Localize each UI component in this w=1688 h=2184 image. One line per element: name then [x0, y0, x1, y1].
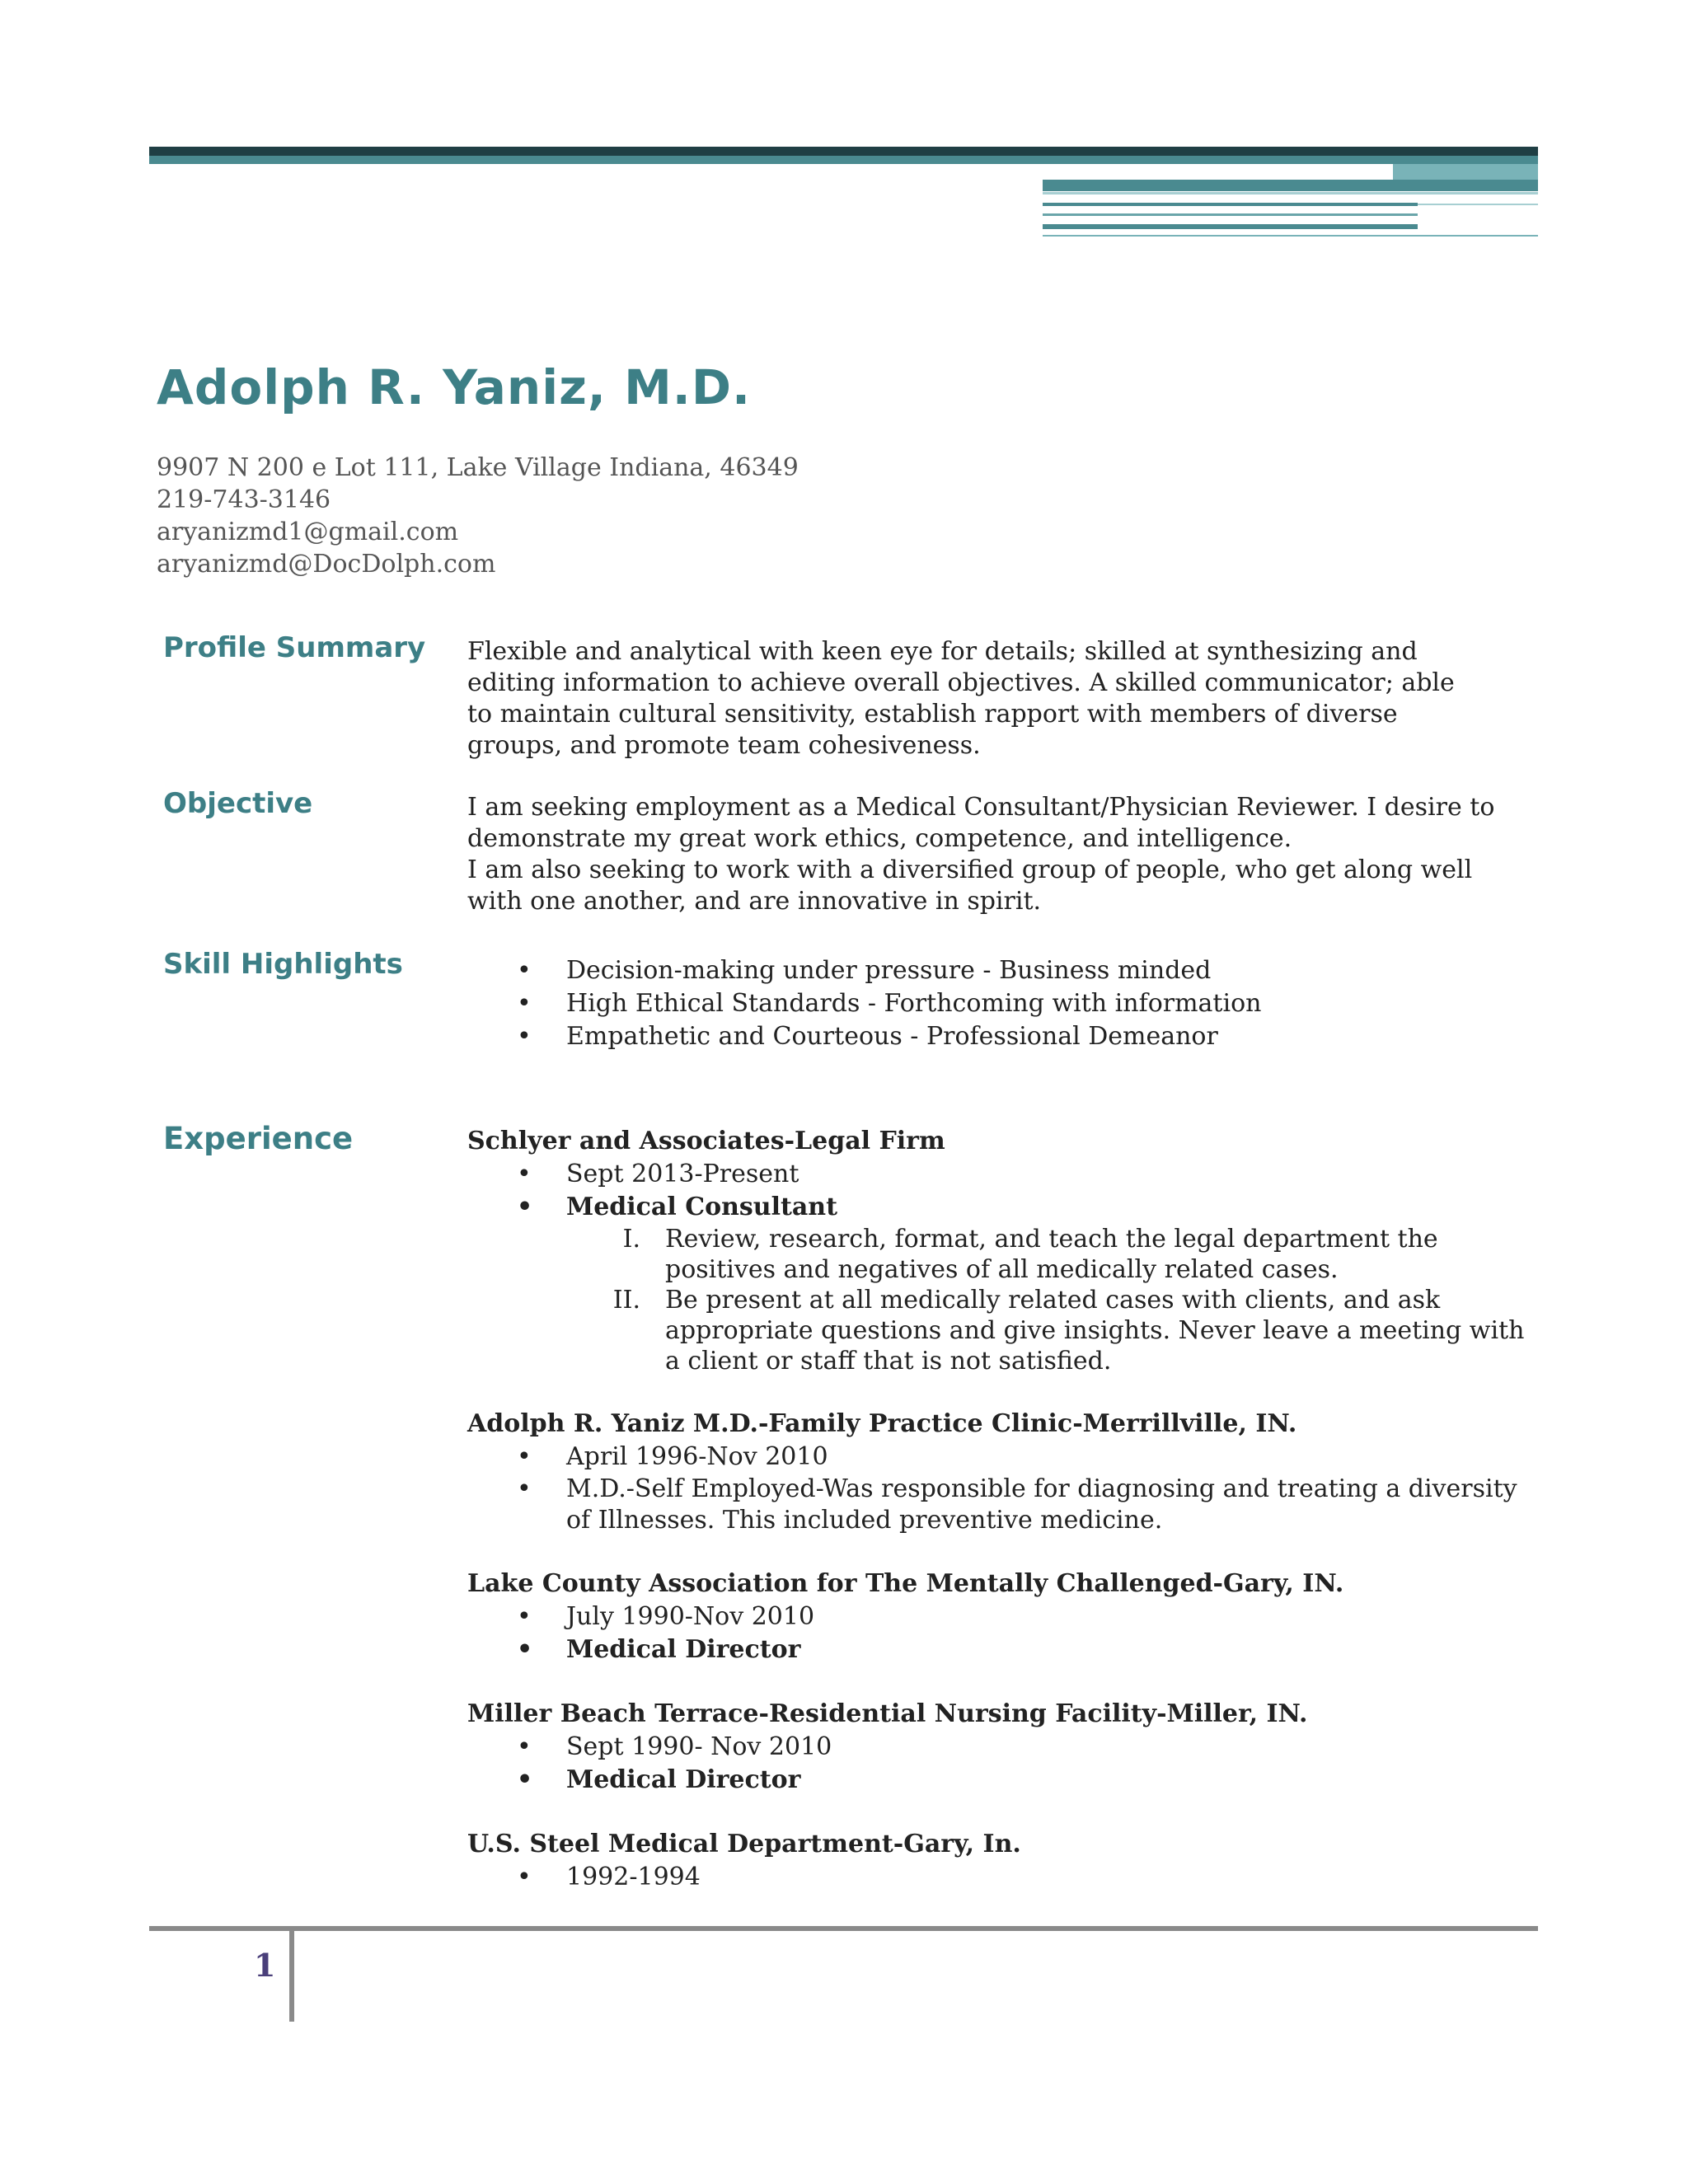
experience-job [467, 1408, 1539, 1536]
experience-job [467, 1828, 1539, 1894]
job-dates: • July 1990-Nov 2010 [467, 1601, 1539, 1633]
section-label-profile: Profile Summary [163, 631, 426, 664]
page-number: 1 [254, 1947, 276, 1984]
experience-job [467, 1698, 1539, 1797]
job-dates: • Sept 2013-Present [467, 1158, 1539, 1191]
skills-list [467, 954, 1539, 1053]
job-role: • Medical Director [467, 1764, 1539, 1797]
job-dates: • April 1996-Nov 2010 [467, 1441, 1539, 1474]
job-employer: U.S. Steel Medical Department-Gary, In. [467, 1830, 1021, 1858]
contact-address: 9907 N 200 e Lot 111, Lake Village Indiana, 46349 [157, 453, 799, 482]
contact-block [157, 452, 799, 580]
header-bar-accent [1393, 164, 1538, 180]
experience-job [467, 1568, 1539, 1666]
header-line-3 [1043, 224, 1418, 229]
header-line-1 [1043, 203, 1418, 206]
objective-paragraph-2: I am also seeking to work with a diversified group of people, who get along well with one another, and are innovative in spirit. [467, 855, 1473, 916]
contact-phone: 219-743-3146 [157, 485, 331, 514]
skills-list-container [467, 954, 1539, 1053]
section-label-objective: Objective [163, 787, 313, 820]
job-employer: Adolph R. Yaniz M.D.-Family Practice Clinic-Merrillville, IN. [467, 1409, 1297, 1438]
footer-divider [289, 1931, 294, 2022]
duty-number: I. [622, 1225, 640, 1254]
header-line-4 [1043, 235, 1538, 237]
header-line-right [1043, 192, 1538, 194]
duty-text: Review, research, format, and teach the legal department the positives and negatives of all medically related cases. [665, 1225, 1438, 1284]
job-employer: Lake County Association for The Mentally Challenged-Gary, IN. [467, 1569, 1344, 1598]
job-duty [467, 1285, 1539, 1376]
job-dates: • Sept 1990- Nov 2010 [467, 1731, 1539, 1764]
job-dates: • 1992-1994 [467, 1861, 1539, 1894]
job-duties [467, 1224, 1539, 1376]
objective-text [467, 792, 1498, 917]
skill-item: • Decision-making under pressure - Business minded [467, 954, 1539, 987]
experience-job [467, 1125, 1539, 1376]
objective-paragraph-1: I am seeking employment as a Medical Consultant/Physician Reviewer. I desire to demonstrate my great work ethics, competence, and intelligence. [467, 793, 1495, 853]
profile-summary-text [467, 636, 1481, 762]
header-bar-dark [149, 147, 1538, 156]
resume-name: Adolph R. Yaniz, M.D. [157, 359, 751, 415]
header-bar-right [1043, 180, 1538, 191]
skill-item: • High Ethical Standards - Forthcoming with information [467, 987, 1539, 1020]
contact-email-1: aryanizmd1@gmail.com [157, 518, 459, 546]
job-role: • Medical Consultant [467, 1191, 1539, 1224]
section-label-skills: Skill Highlights [163, 948, 403, 981]
header-bar-teal [149, 156, 1538, 164]
contact-email-2: aryanizmd@DocDolph.com [157, 550, 496, 579]
footer-rule [149, 1926, 1538, 1931]
header-line-1-ext [1418, 204, 1538, 205]
job-role: • M.D.-Self Employed-Was responsible for diagnosing and treating a diversity of Illnesses. This included preventive medicine. [467, 1474, 1539, 1536]
duty-text: Be present at all medically related cases with clients, and ask appropriate questions and give insights. Never leave a meeting with a client or staff that is not satisfied. [665, 1286, 1525, 1376]
job-employer: Schlyer and Associates-Legal Firm [467, 1127, 945, 1155]
skill-item: • Empathetic and Courteous - Professional Demeanor [467, 1020, 1539, 1053]
job-duty [467, 1224, 1539, 1285]
header-line-2 [1043, 213, 1418, 216]
duty-number: II. [612, 1286, 640, 1315]
job-employer: Miller Beach Terrace-Residential Nursing Facility-Miller, IN. [467, 1699, 1308, 1728]
section-label-experience: Experience [163, 1121, 354, 1156]
experience-list [467, 1125, 1539, 1894]
job-role: • Medical Director [467, 1633, 1539, 1666]
profile-summary-paragraph: Flexible and analytical with keen eye for details; skilled at synthesizing and editing information to achieve overall objectives. A skilled communicator; able to maintain cultural sensitivity, establish rapport with members of diverse groups, and promote team cohesiveness. [467, 637, 1455, 760]
